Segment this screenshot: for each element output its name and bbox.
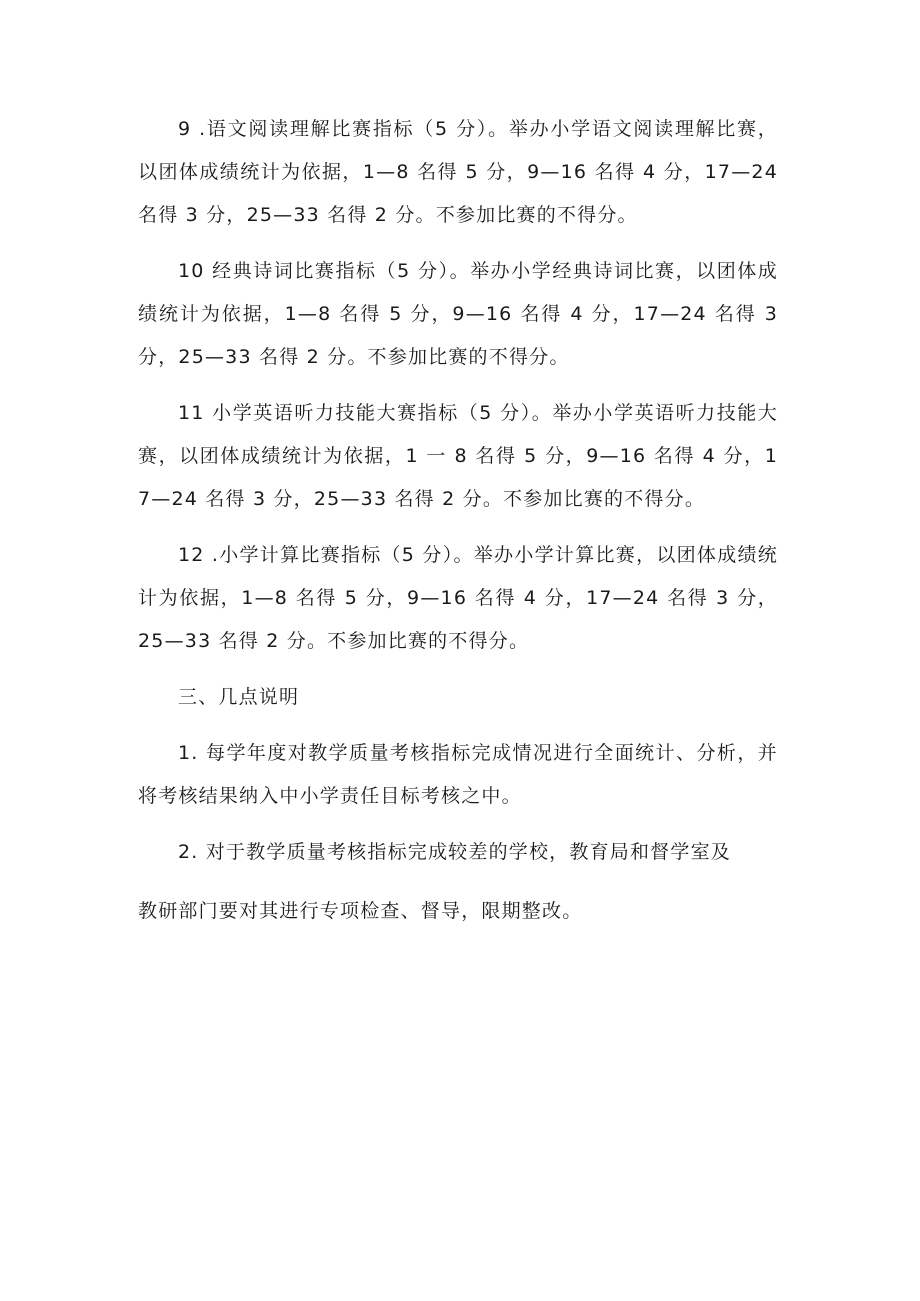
note-2-line-1: 2. 对于教学质量考核指标完成较差的学校，教育局和督学室及 <box>178 841 731 863</box>
note-2-line-2: 教研部门要对其进行专项检查、督导，限期整改。 <box>138 900 583 922</box>
note-1: 1. 每学年度对教学质量考核指标完成情况进行全面统计、分析，并将考核结果纳入中小学责任目标考核之中。 <box>138 742 778 807</box>
item-12-calculation: 12 .小学计算比赛指标（5 分）。举办小学计算比赛，以团体成绩统计为依据，1—8 名得 5 分，9—16 名得 4 分，17—24 名得 3 分，25—33 名得 2 分。不参加比赛的不得分。 <box>138 544 778 652</box>
section-heading: 三、几点说明 <box>178 686 300 708</box>
item-9-reading-comprehension: 9 .语文阅读理解比赛指标（5 分）。举办小学语文阅读理解比赛，以团体成绩统计为依据，1—8 名得 5 分，9—16 名得 4 分，17—24 名得 3 分，25—33 名得 2 分。不参加比赛的不得分。 <box>138 118 778 226</box>
item-11-english-listening: 11 小学英语听力技能大赛指标（5 分）。举办小学英语听力技能大赛，以团体成绩统计为依据，1 一 8 名得 5 分，9—16 名得 4 分，17—24 名得 3 分，25—33 名得 2 分。不参加比赛的不得分。 <box>138 402 778 510</box>
item-10-classic-poetry: 10 经典诗词比赛指标（5 分）。举办小学经典诗词比赛，以团体成绩统计为依据，1—8 名得 5 分，9—16 名得 4 分，17—24 名得 3 分，25—33 名得 2 分。不参加比赛的不得分。 <box>138 260 778 368</box>
document-body <box>138 108 778 933</box>
